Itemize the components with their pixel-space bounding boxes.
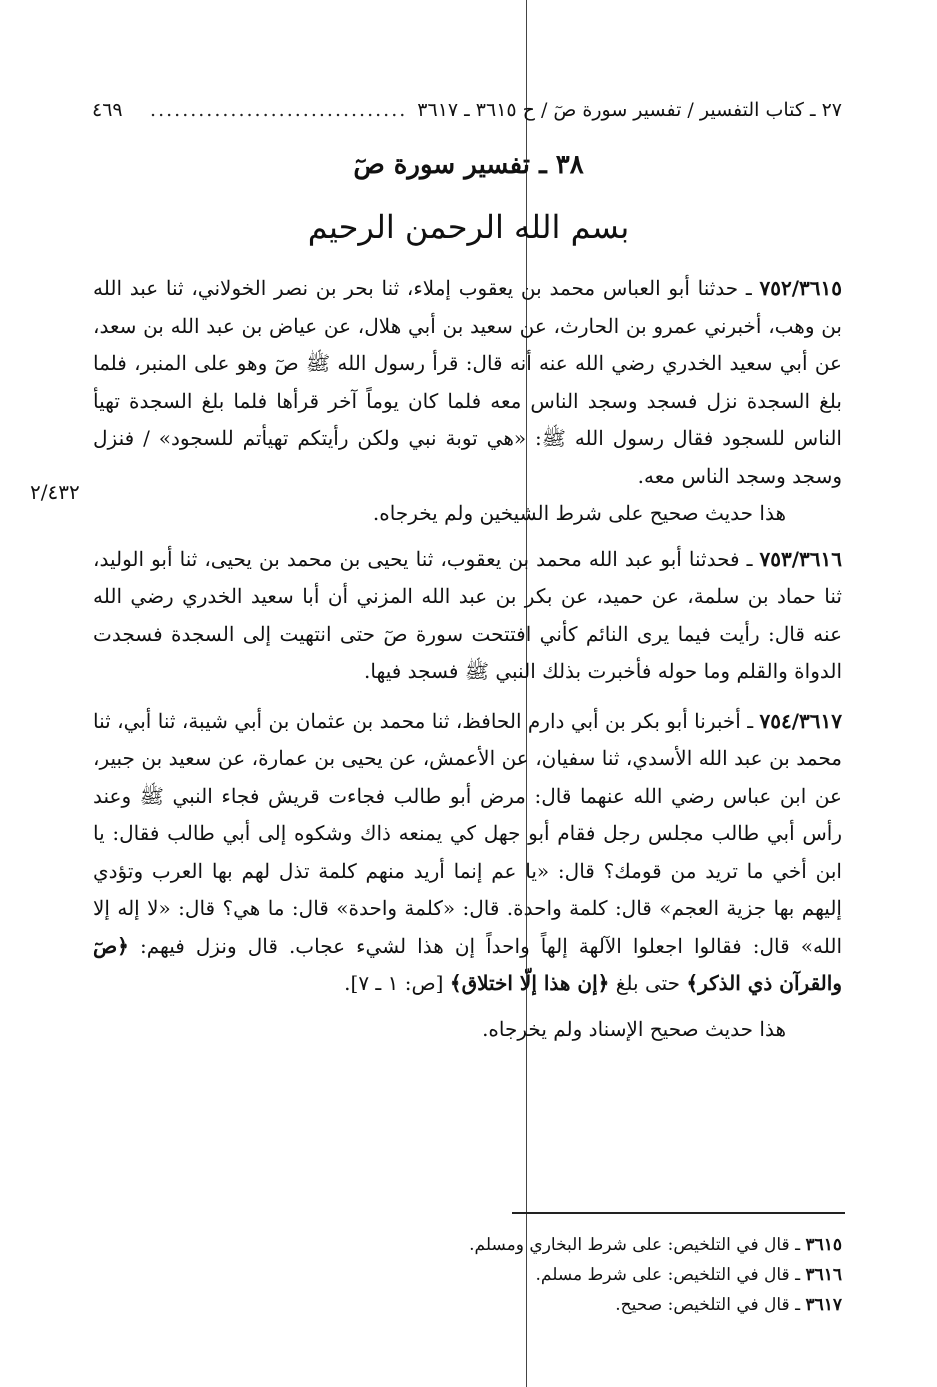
hadith-number: ٧٥٤/٣٦١٧	[759, 708, 842, 733]
hadith-3616	[93, 541, 842, 691]
page-number: ٤٦٩	[92, 99, 123, 121]
quran-reference: [ص: ١ ـ ٧].	[344, 971, 450, 995]
footnote-number: ٣٦١٧	[805, 1295, 842, 1315]
footnote-number: ٣٦١٥	[805, 1235, 842, 1255]
basmala: بسم الله الرحمن الرحيم	[307, 208, 630, 246]
hadith-text: ـ فحدثنا أبو عبد الله محمد بن يعقوب، ثنا يحيى بن محمد بن يحيى، ثنا أبو الوليد، ثنا حماد بن سلمة، عن حميد، عن بكر بن عبد الله المزني أن أبا سعيد الخدري رضي الله عنه قال: رأيت فيما يرى النائم كأني افتتحت سورة صٓ حتى انتهيت إلى السجدة فسجدت الدواة والقلم وما حوله فأخبرت بذلك النبي ﷺ فسجد فيها.	[93, 546, 843, 683]
hadith-number: ٧٥٣/٣٦١٦	[759, 546, 842, 571]
header-leader-dots: ................................	[150, 99, 408, 121]
footnote-text: ـ قال في التلخيص: على شرط البخاري ومسلم.	[469, 1235, 806, 1255]
surah-title: ٣٨ ـ تفسير سورة صٓ	[353, 150, 584, 180]
margin-reference: ٢/٤٣٢	[30, 480, 80, 504]
footnote-number: ٣٦١٦	[805, 1265, 842, 1285]
hadith-text: ـ حدثنا أبو العباس محمد بن يعقوب إملاء، ثنا بحر بن نصر الخولاني، ثنا عبد الله بن وهب، أخبرني عمرو بن الحارث، عن سعيد بن أبي هلال، عن عياض بن عبد الله بن سعد، عن أبي سعيد الخدري رضي الله عنه أنه قال: قرأ رسول الله ﷺ صٓ وهو على المنبر، فلما بلغ السجدة نزل فسجد وسجد الناس معه فلما كان يوماً آخر قرأها فلما بلغ السجدة تهيأ الناس للسجود فقال رسول الله ﷺ: «هي توبة نبي ولكن رأيتكم تهيأتم للسجود» / فنزل وسجد وسجد الناس معه.	[93, 276, 842, 488]
footnote	[242, 1260, 842, 1290]
footnotes	[242, 1230, 842, 1320]
quran-quote: ﴿صٓ والقرآن ذي الذكر﴾	[93, 933, 842, 995]
hadith-grading: هذا حديث صحيح على شرط الشيخين ولم يخرجاه.	[372, 501, 786, 525]
running-header	[92, 96, 842, 124]
hadith-number: ٧٥٢/٣٦١٥	[759, 276, 842, 300]
footnote	[242, 1230, 842, 1260]
hadith-text: ـ أخبرنا أبو بكر بن أبي دارم الحافظ، ثنا محمد بن عثمان بن أبي شيبة، ثنا أبي، ثنا محمد بن عبد الله الأسدي، ثنا سفيان، عن الأعمش، عن يحيى بن عمارة، عن سعيد بن جبير، عن ابن عباس رضي الله عنهما قال: مرض أبو طالب فجاءت قريش فجاء النبي ﷺ وعند رأس أبي طالب مجلس رجل فقام أبو جهل كي يمنعه ذاك وشكوه إلى أبي طالب فقال: يا ابن أخي ما تريد من قومك؟ قال: «يا عم إنما أريد منهم كلمة تذل لهم بها العرب وتؤدي إليهم بها جزية العجم» قال: كلمة واحدة. قال: «كلمة واحدة» قال: ما هي؟ قال: «لا إله إلا الله» قال: فقالوا اجعلوا الآلهة إلهاً واحداً إن هذا لشيء عجاب. قال ونزل فيهم:	[93, 708, 842, 958]
footnote	[242, 1290, 842, 1320]
main-text	[93, 270, 842, 1048]
footnote-text: ـ قال في التلخيص: صحيح.	[615, 1295, 806, 1315]
running-title: ٢٧ ـ كتاب التفسير / تفسير سورة صٓ / ح ٣٦١٥ ـ ٣٦١٧	[417, 99, 842, 121]
footnote-separator	[512, 1212, 845, 1214]
hadith-text-continued: حتى بلغ	[609, 971, 687, 995]
quran-quote: ﴿إن هذا إلّا اختلاق﴾	[449, 971, 610, 995]
hadith-3617	[93, 703, 842, 1003]
hadith-grading: هذا حديث صحيح الإسناد ولم يخرجاه.	[482, 1016, 786, 1041]
footnote-text: ـ قال في التلخيص: على شرط مسلم.	[535, 1265, 806, 1285]
hadith-3615	[93, 270, 842, 495]
